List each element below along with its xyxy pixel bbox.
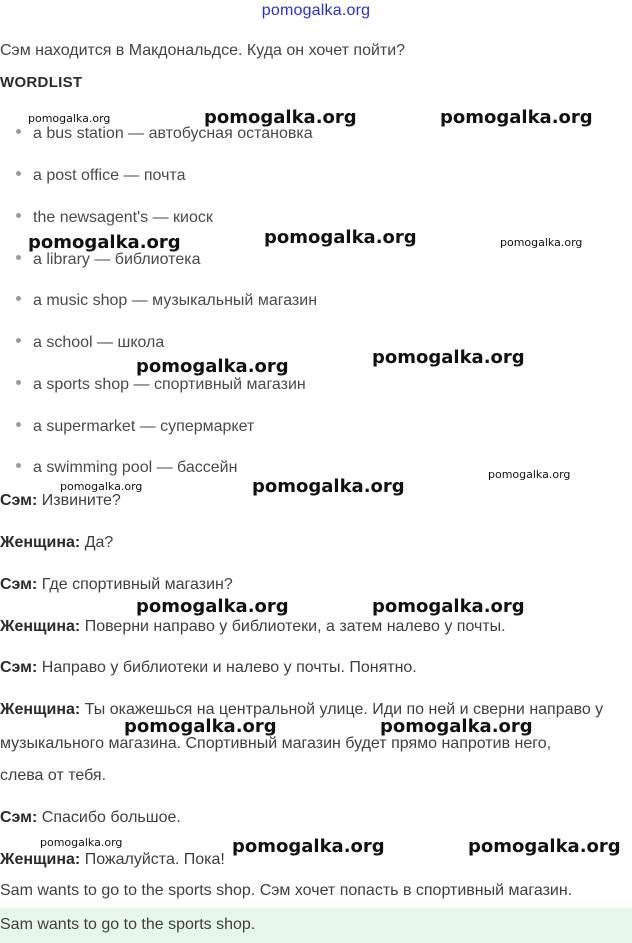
speaker-label: Женщина:	[0, 618, 81, 635]
dialogue-text: Где спортивный магазин?	[37, 576, 233, 593]
dialogue-line	[0, 701, 603, 719]
watermark: pomogalka.org	[468, 836, 621, 857]
list-item	[16, 251, 200, 269]
dialogue-line-continued: музыкального магазина. Спортивный магазин будет прямо напротив него,	[0, 735, 552, 752]
dialogue-line	[0, 534, 113, 552]
speaker-label: Сэм:	[0, 659, 38, 676]
watermark: pomogalka.org	[136, 356, 289, 377]
list-item-text: a library — библиотека	[33, 251, 201, 268]
speaker-label: Женщина:	[0, 851, 81, 868]
dialogue-line	[0, 809, 181, 827]
watermark: pomogalka.org	[28, 232, 181, 253]
bullet-icon	[16, 129, 21, 134]
watermark: pomogalka.org	[372, 596, 525, 617]
dialogue-line	[0, 659, 417, 677]
list-item-text: a post office — почта	[33, 167, 186, 184]
dialogue-text: Спасибо большое.	[37, 809, 181, 826]
dialogue-text: Ты окажешься на центральной улице. Иди по ней и сверни направо у	[80, 701, 604, 718]
bullet-icon	[16, 380, 21, 385]
watermark: pomogalka.org	[488, 468, 571, 481]
dialogue-line	[0, 851, 225, 869]
bullet-icon	[16, 171, 21, 176]
bullet-icon	[16, 463, 21, 468]
speaker-label: Женщина:	[0, 701, 81, 718]
list-item	[16, 292, 317, 310]
watermark: pomogalka.org	[60, 480, 143, 493]
list-item-text: a bus station — автобусная остановка	[33, 125, 313, 142]
watermark: pomogalka.org	[124, 716, 277, 737]
list-item	[16, 125, 313, 143]
watermark: pomogalka.org	[372, 347, 525, 368]
dialogue-line	[0, 618, 506, 636]
bullet-icon	[16, 338, 21, 343]
list-item-text: a sports shop — спортивный магазин	[33, 376, 306, 393]
list-item	[16, 334, 164, 352]
watermark: pomogalka.org	[28, 112, 111, 125]
dialogue-text: Да?	[80, 534, 114, 551]
watermark: pomogalka.org	[136, 596, 289, 617]
dialogue-text: Извините?	[37, 492, 121, 509]
dialogue-line	[0, 492, 121, 510]
speaker-label: Сэм:	[0, 576, 38, 593]
watermark: pomogalka.org	[232, 836, 385, 857]
dialogue-text: Пожалуйста. Пока!	[80, 851, 225, 868]
watermark: pomogalka.org	[252, 476, 405, 497]
list-item-text: a music shop — музыкальный магазин	[33, 292, 318, 309]
wordlist-heading: WORDLIST	[0, 74, 83, 91]
bullet-icon	[16, 422, 21, 427]
watermark: pomogalka.org	[40, 836, 123, 849]
list-item-text: a school — школа	[33, 334, 165, 351]
bullet-icon	[16, 255, 21, 260]
speaker-label: Сэм:	[0, 492, 38, 509]
bullet-icon	[16, 213, 21, 218]
intro-question: Сэм находится в Макдональдсе. Куда он хочет пойти?	[0, 42, 406, 59]
site-title[interactable]: pomogalka.org	[261, 2, 371, 19]
speaker-label: Сэм:	[0, 809, 38, 826]
dialogue-line	[0, 576, 233, 594]
speaker-label: Женщина:	[0, 534, 81, 551]
list-item-text: a swimming pool — бассейн	[33, 459, 238, 476]
list-item-text: a supermarket — супермаркет	[33, 418, 255, 435]
answer-highlight: Sam wants to go to the sports shop.	[0, 908, 632, 943]
answer-translation: Sam wants to go to the sports shop. Сэм хочет попасть в спортивный магазин.	[0, 882, 573, 899]
dialogue-text: Поверни направо у библиотеки, а затем налево у почты.	[80, 618, 506, 635]
list-item	[16, 209, 213, 227]
list-item	[16, 167, 185, 185]
dialogue-line-continued: слева от тебя.	[0, 767, 107, 784]
bullet-icon	[16, 296, 21, 301]
list-item	[16, 418, 254, 436]
list-item	[16, 459, 237, 477]
watermark: pomogalka.org	[500, 236, 583, 249]
dialogue-text: Направо у библиотеки и налево у почты. Понятно.	[37, 659, 417, 676]
watermark: pomogalka.org	[440, 107, 593, 128]
list-item	[16, 376, 306, 394]
list-item-text: the newsagent's — киоск	[33, 209, 213, 226]
watermark: pomogalka.org	[380, 716, 533, 737]
watermark: pomogalka.org	[204, 107, 357, 128]
watermark: pomogalka.org	[264, 227, 417, 248]
